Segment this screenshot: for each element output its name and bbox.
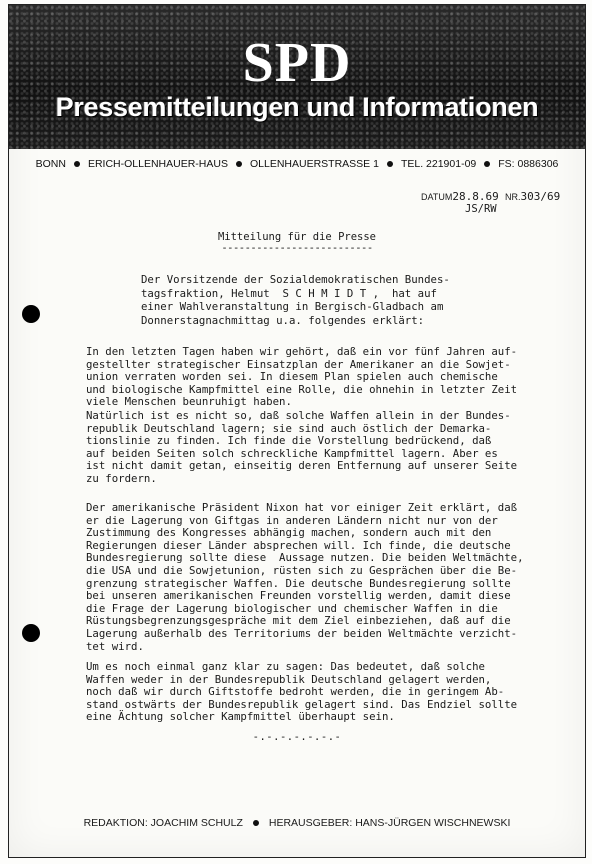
number-label: NR. (505, 192, 521, 202)
punch-hole-icon (22, 305, 40, 323)
body-paragraph-1 (86, 346, 576, 409)
document-title: Mitteilung für die Presse (217, 231, 377, 243)
body-paragraph-2 (86, 410, 576, 486)
address-city: BONN (35, 158, 66, 170)
initials: JS/RW (465, 203, 497, 215)
address-phone: TEL. 221901-09 (400, 158, 477, 170)
body-paragraph-3 (86, 502, 576, 653)
number-value: 303/69 (520, 190, 561, 203)
intro-line: tagsfraktion, Helmut S C H M I D T , hat auf (141, 286, 437, 300)
footer-publisher: HERAUSGEBER: HANS-JÜRGEN WISCHNEWSKI (268, 817, 511, 829)
title-underline: -------------------------- (221, 242, 373, 254)
text-line: Um es noch einmal ganz klar zu sagen: Das bedeutet, daß solche (86, 660, 485, 673)
text-line: Zustimmung des Kongresses abhängig machen, sondern auch mit den (86, 526, 492, 540)
text-line: die USA und die Sowjetunion, rüsten sich zu Gesprächen über die Be- (86, 563, 518, 577)
text-line: noch daß wir durch Giftstoffe bedroht werden, die in geringem Ab- (86, 685, 505, 699)
letterhead-banner (9, 5, 585, 149)
address-building: ERICH-OLLENHAUER-HAUS (87, 158, 228, 170)
footer (9, 817, 585, 829)
footer-editor: REDAKTION: JOACHIM SCHULZ (83, 817, 243, 829)
bullet-icon (236, 161, 242, 167)
text-line: Bundesregierung sollte diese Aussage nutzen. Die beiden Weltmächte, (86, 551, 524, 565)
closing-mark: -.-.-.-.-.-.- (252, 731, 342, 743)
address-bar (9, 149, 585, 179)
bullet-icon (387, 161, 393, 167)
text-line: zu fordern. (86, 471, 157, 485)
body-paragraph-4 (86, 661, 576, 724)
text-line: gestellter strategischer Einsatzplan der Amerikaner an die Sowjet- (86, 357, 511, 371)
text-line: die Frage der Lagerung biologischer und chemischer Waffen in die (86, 601, 498, 615)
text-line: bei unseren amerikanischen Freunden vorstellig werden, damit diese (86, 589, 511, 603)
text-line: Lagerung außerhalb des Territoriums der beiden Weltmächte verzicht- (86, 626, 518, 640)
date-value: 28.8.69 (452, 190, 499, 203)
text-line: union verraten worden sei. In diesem Plan spielen auch chemische (86, 370, 498, 384)
text-line: In den letzten Tagen haben wir gehört, daß ein vor fünf Jahren auf- (86, 345, 518, 358)
text-line: stand ostwärts der Bundesrepublik gelagert sind. Das Endziel sollte (86, 697, 518, 711)
date-number-line (421, 191, 560, 203)
press-release-page (8, 4, 586, 858)
text-line: ist nicht damit getan, einseitig deren Entfernung auf unserer Seite (86, 459, 518, 473)
intro-paragraph (141, 273, 561, 327)
text-line: Der amerikanische Präsident Nixon hat vor einiger Zeit erklärt, daß (86, 501, 518, 514)
text-line: er die Lagerung von Giftgas in anderen Ländern nicht nur von der (86, 513, 498, 527)
text-line: Regierungen dieser Länder absprechen will. Ich finde, die deutsche (86, 538, 511, 552)
text-line: tionslinie zu finden. Ich finde die Vorstellung bedrückend, daß (86, 434, 492, 448)
date-label: DATUM (421, 192, 453, 202)
text-line: Waffen weder in der Bundesrepublik Deutschland gelagert werden, (86, 672, 492, 686)
intro-line: Der Vorsitzende der Sozialdemokratischen Bundes- (141, 273, 450, 286)
address-street: OLLENHAUERSTRASSE 1 (249, 158, 379, 170)
text-line: grenzung strategischer Waffen. Die deutsche Bundesregierung sollte (86, 576, 511, 590)
bullet-icon (253, 820, 259, 826)
text-line: Natürlich ist es nicht so, daß solche Waffen allein in der Bundes- (86, 409, 511, 422)
text-line: und biologische Kampfmittel eine Rolle, die ohnehin in letzter Zeit (86, 382, 518, 396)
text-line: republik Deutschland lagern; sie sind auch östlich der Demarka- (86, 421, 492, 435)
letterhead-subtitle: Pressemitteilungen und Informationen (55, 92, 539, 122)
text-line: Rüstungsbegrenzungsgespräche mit dem Ziel einbeziehen, daß auf die (86, 614, 511, 628)
text-line: tet wird. (86, 639, 144, 653)
bullet-icon (74, 161, 80, 167)
spd-logo: SPD (242, 32, 352, 94)
bullet-icon (484, 161, 490, 167)
text-line: viele Menschen beunruhigt haben. (86, 395, 292, 409)
intro-line: Donnerstagnachmittag u.a. folgendes erklärt: (141, 313, 425, 327)
address-telex: FS: 0886306 (498, 158, 559, 170)
text-line: eine Ächtung solcher Kampfmittel überhaupt sein. (86, 710, 395, 724)
text-line: auf beiden Seiten solch schreckliche Kampfmittel lagern. Aber es (86, 446, 498, 460)
punch-hole-icon (22, 624, 40, 642)
intro-line: einer Wahlveranstaltung in Bergisch-Gladbach am (141, 300, 444, 314)
